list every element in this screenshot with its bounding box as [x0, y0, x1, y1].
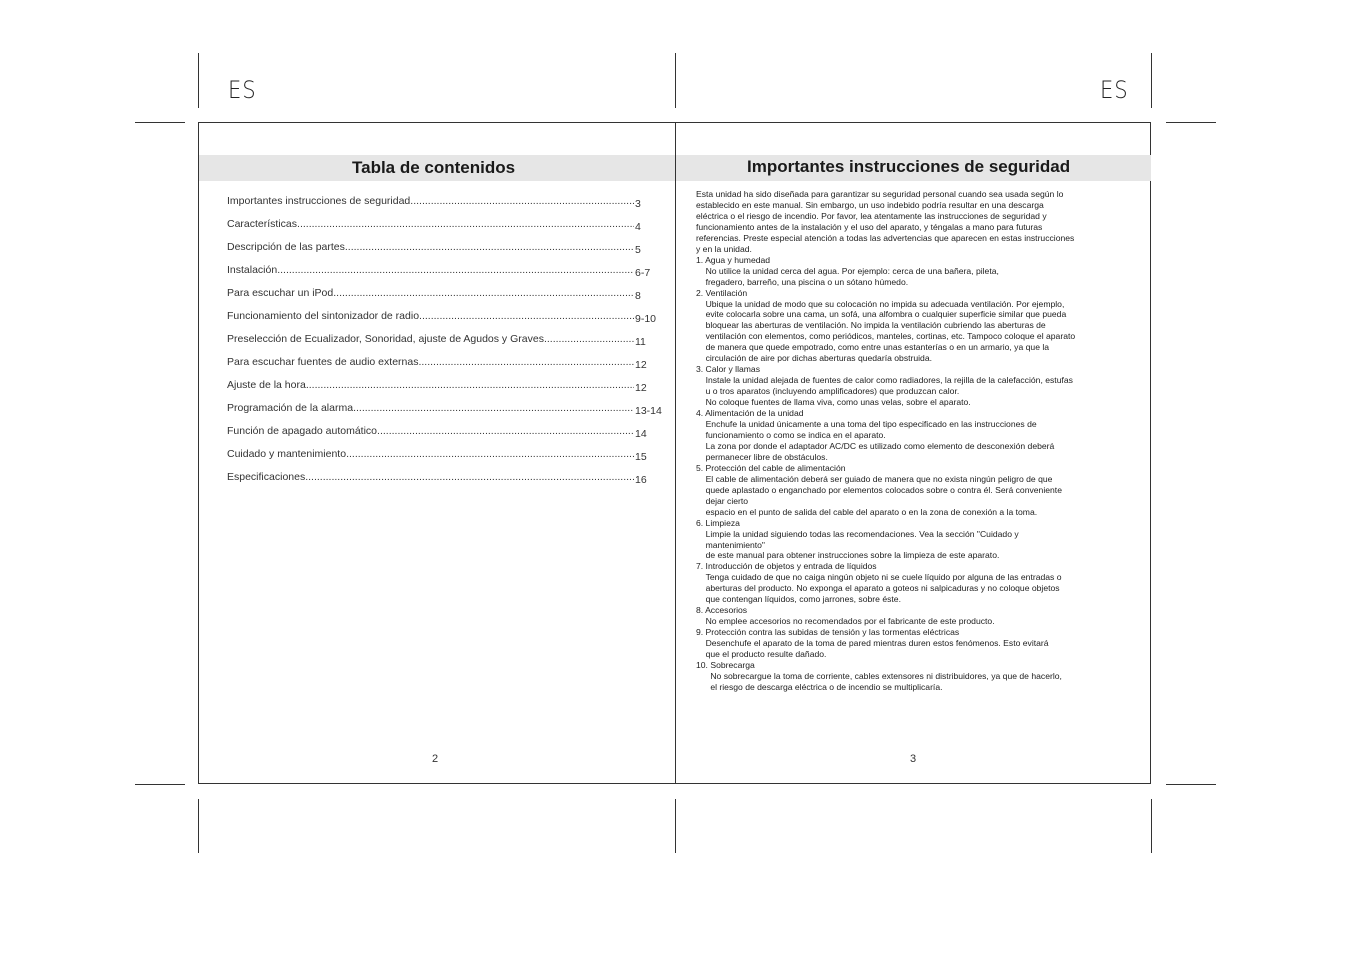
toc-entry[interactable]: [227, 238, 667, 261]
safety-text-line: Tenga cuidado de que no caiga ningún objeto ni se cuele líquido por alguna de las entradas o: [696, 572, 1062, 583]
safety-text-line: permanecer libre de obstáculos.: [696, 451, 828, 462]
toc-entry-page: 4: [635, 221, 641, 233]
toc-entry-page: 13-14: [635, 405, 662, 417]
safety-instructions-text: [696, 189, 1136, 693]
safety-text-line: No coloque fuentes de llama viva, como unas velas, sobre el aparato.: [696, 397, 971, 408]
toc-entry-label: Instalación .....: [227, 264, 635, 276]
safety-text-line: 9. Protección contra las subidas de tensión y las tormentas eléctricas: [696, 627, 960, 638]
safety-text-line: 7. Introducción de objetos y entrada de líquidos: [696, 561, 877, 572]
toc-entry-page: 8: [635, 290, 641, 302]
page-divider: [675, 122, 676, 784]
safety-text-line: Esta unidad ha sido diseñada para garantizar su seguridad personal cuando sea usada según lo: [696, 189, 1064, 199]
safety-text-line: circulación de aire por dichas aberturas quedaría obstruida.: [696, 353, 932, 364]
toc-entry[interactable]: [227, 445, 667, 468]
safety-text-line: 10. Sobrecarga: [696, 659, 755, 670]
safety-text-line: bloquear las aberturas de ventilación. No impida la ventilación cubriendo las aberturas de: [696, 320, 1046, 331]
toc-entry-label: Características .....: [227, 218, 635, 230]
toc-entry-page: 9-10: [635, 313, 657, 325]
toc-entry-label: Cuidado y mantenimiento .....: [227, 448, 635, 460]
safety-text-line: funcionamiento antes de la instalación y el uso del aparato, y téngalas a mano para futuras: [696, 221, 1043, 232]
crop-mark: [1166, 784, 1216, 785]
safety-text-line: 3. Calor y llamas: [696, 364, 760, 375]
safety-text-line: que contengan líquidos, como jarrones, sobre éste.: [696, 594, 901, 605]
toc-entry-label: Funcionamiento del sintonizador de radio .....: [227, 310, 635, 322]
crop-mark: [198, 799, 199, 853]
toc-entry-page: 15: [635, 451, 647, 463]
crop-mark: [135, 122, 185, 123]
crop-mark: [1166, 122, 1216, 123]
safety-text-line: que el producto resulte dañado.: [696, 649, 827, 660]
safety-text-line: La zona por donde el adaptador AC/DC es utilizado como elemento de desconexión deberá: [696, 440, 1055, 451]
crop-mark: [198, 53, 199, 108]
safety-title-bar: [676, 155, 1151, 181]
safety-text-line: el riesgo de descarga eléctrica o de incendio se multiplicaría.: [696, 681, 943, 692]
safety-text-line: Limpie la unidad siguiendo todas las recomendaciones. Vea la sección "Cuidado y: [696, 528, 1019, 539]
safety-text-line: ventilación con elementos, como periódicos, manteles, cortinas, etc. Tampoco coloque el aparato: [696, 331, 1076, 342]
safety-text-line: espacio en el punto de salida del cable del aparato o en la zona de conexión a la toma.: [696, 506, 1038, 517]
crop-mark: [675, 799, 676, 853]
toc-entry[interactable]: [227, 215, 667, 238]
safety-text-line: y en la unidad.: [696, 243, 752, 254]
toc-entry[interactable]: [227, 376, 667, 399]
safety-text-line: Desenchufe el aparato de la toma de pared mientras duren estos fenómenos. Esto evitará: [696, 638, 1049, 649]
toc-entry-page: 12: [635, 382, 647, 394]
safety-text-line: u o tros aparatos (incluyendo amplificadores) que produzcan calor.: [696, 386, 960, 397]
toc-entry-label: Preselección de Ecualizador, Sonoridad, ajuste de Agudos y Graves .....: [227, 333, 635, 345]
safety-text-line: eléctrica o el riesgo de incendio. Por favor, lea atentamente las instrucciones de seguridad y: [696, 210, 1047, 221]
safety-text-line: mantenimiento": [696, 539, 765, 550]
safety-text-line: 2. Ventilación: [696, 287, 748, 298]
toc-entry[interactable]: [227, 330, 667, 353]
crop-mark: [1151, 53, 1152, 108]
safety-text-line: Instale la unidad alejada de fuentes de calor como radiadores, la rejilla de la calefacción, estufas: [696, 375, 1073, 386]
toc-entry-label: Para escuchar fuentes de audio externas .....: [227, 356, 635, 368]
safety-text-line: 8. Accesorios: [696, 605, 748, 616]
safety-text-line: 6. Limpieza: [696, 517, 740, 528]
toc-entry[interactable]: [227, 192, 667, 215]
toc-entry[interactable]: [227, 307, 667, 330]
toc-entry[interactable]: [227, 284, 667, 307]
toc-entry[interactable]: [227, 261, 667, 284]
page-number-right: 3: [910, 753, 917, 765]
safety-text-line: No utilice la unidad cerca del agua. Por ejemplo: cerca de una bañera, pileta,: [696, 265, 999, 276]
toc-entry-page: 5: [635, 244, 641, 256]
crop-mark: [675, 53, 676, 108]
toc-entry-page: 3: [635, 198, 641, 210]
safety-text-line: de este manual para obtener instrucciones sobre la limpieza de este aparato.: [696, 550, 1000, 561]
safety-text-line: aberturas del producto. No exponga el aparato a goteos ni salpicaduras y no coloque objetos: [696, 583, 1060, 594]
toc-entry-label: Especificaciones .....: [227, 471, 635, 483]
toc-entry-label: Ajuste de la hora .....: [227, 379, 635, 391]
safety-title: Importantes instrucciones de seguridad: [747, 157, 1071, 176]
toc-entry-label: Programación de la alarma .....: [227, 402, 635, 414]
safety-text-line: quede aplastado o enganchado por elementos colocados sobre o contra él. Será conveniente: [696, 484, 1062, 495]
safety-text-line: 5. Protección del cable de alimentación: [696, 462, 846, 473]
safety-text-line: 4. Alimentación de la unidad: [696, 408, 804, 419]
crop-mark: [1151, 799, 1152, 853]
safety-text-line: establecido en este manual. Sin embargo, un uso indebido podría resultar en una descarga: [696, 199, 1044, 210]
language-label-right: ES: [1100, 76, 1129, 104]
toc-entry-page: 12: [635, 359, 647, 371]
toc-entry-label: Descripción de las partes .....: [227, 241, 635, 253]
safety-text-line: El cable de alimentación deberá ser guiado de manera que no exista ningún peligro de que: [696, 473, 1053, 484]
safety-text-line: funcionamiento o como se indica en el aparato.: [696, 429, 886, 440]
safety-text-line: 1. Agua y humedad: [696, 254, 771, 265]
toc-entry-label: Importantes instrucciones de seguridad .....: [227, 195, 635, 207]
safety-text-line: Ubique la unidad de modo que su colocación no impida su adecuada ventilación. Por ejemplo,: [696, 298, 1065, 309]
safety-text-line: No sobrecargue la toma de corriente, cables extensores ni distribuidores, ya que de hacerlo,: [696, 670, 1062, 681]
toc-entry[interactable]: [227, 399, 667, 422]
table-of-contents: [227, 192, 667, 491]
page-number-left: 2: [432, 753, 439, 765]
toc-entry[interactable]: [227, 468, 667, 491]
safety-text-line: referencias. Preste especial atención a todas las advertencias que aparecen en estas instrucciones: [696, 232, 1075, 243]
safety-text-line: dejar cierto: [696, 495, 749, 506]
language-label-left: ES: [228, 76, 257, 104]
toc-entry[interactable]: [227, 353, 667, 376]
toc-entry-label: Función de apagado automático .....: [227, 425, 635, 437]
toc-entry-label: Para escuchar un iPod .....: [227, 287, 635, 299]
safety-text-line: evite colocarla sobre una cama, un sofá, una alfombra o cualquier superficie similar que pueda: [696, 309, 1067, 320]
toc-entry-page: 11: [635, 336, 646, 348]
toc-entry-page: 16: [635, 474, 647, 486]
toc-entry-page: 6-7: [635, 267, 651, 279]
crop-mark: [135, 784, 185, 785]
toc-title-bar: [199, 155, 675, 181]
toc-entry-page: 14: [635, 428, 647, 440]
toc-entry[interactable]: [227, 422, 667, 445]
safety-text-line: No emplee accesorios no recomendados por el fabricante de este producto.: [696, 616, 995, 627]
safety-text-line: de manera que quede empotrado, como entre unas estanterías o en un armario, ya que la: [696, 342, 1050, 353]
toc-title: Tabla de contenidos: [352, 158, 516, 177]
safety-text-line: Enchufe la unidad únicamente a una toma del tipo especificado en las instrucciones de: [696, 419, 1037, 430]
safety-text-line: fregadero, barreño, una piscina o un sótano húmedo.: [696, 276, 909, 287]
